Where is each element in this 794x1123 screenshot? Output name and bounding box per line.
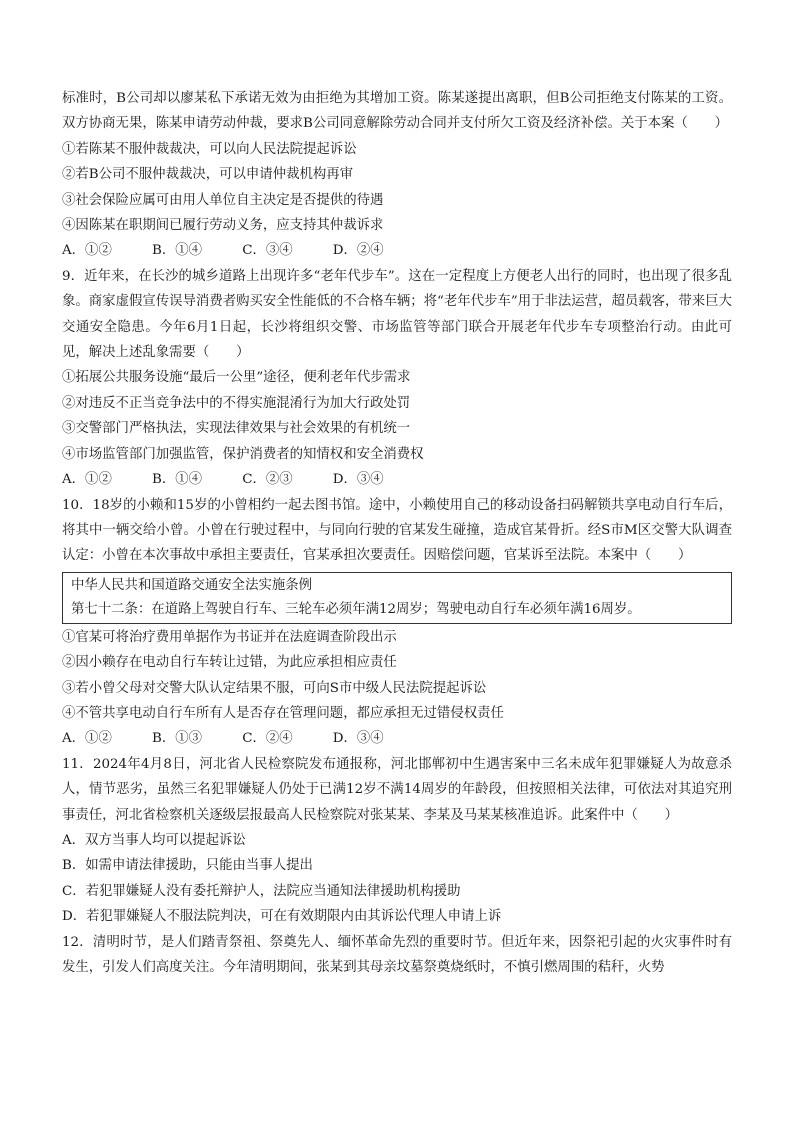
q11-stem: 11．2024年4月8日，河北省人民检察院发布通报称，河北邯郸初中生遇害案中三名未成年犯罪嫌疑人为故意杀人，情节恶劣，虽然三名犯罪嫌疑人仍处于已满12岁不满14周岁的年龄段，但按照相关法律，可依法对其追究刑事责任，河北省检察机关逐级层报最高人民检察院对张某某、李某及马某某核准追诉。此案件中（ ）	[62, 756, 732, 823]
q9-option-3: ③交警部门严格执法，实现法律效果与社会效果的有机统一	[62, 421, 411, 437]
q10-option-1: ①官某可将治疗费用单据作为书证并在法庭调查阶段出示	[62, 629, 397, 645]
law-excerpt-box	[62, 572, 732, 624]
law-title: 中华人民共和国道路交通安全法实施条例	[71, 577, 313, 593]
q9-option-1: ①拓展公共服务设施“最后一公里”途径，便利老年代步需求	[62, 370, 411, 386]
law-article: 第七十二条：在道路上驾驶自行车、三轮车必须年满12周岁；驾驶电动自行车必须年满16周岁。	[71, 601, 641, 617]
q8-option-2: ②若B公司不服仲裁裁决，可以申请仲裁机构再审	[62, 167, 354, 183]
q8-choices: A．①② B．①④ C．③④ D．②④	[62, 243, 384, 259]
q12-stem: 12．清明时节，是人们踏青祭祖、祭奠先人、缅怀革命先烈的重要时节。但近年来，因祭祀引起的火灾事件时有发生，引发人们高度关注。今年清明期间，张某到其母亲坟墓祭奠烧纸时，不慎引燃周围的秸秆，火势	[62, 934, 732, 975]
q11-option-d: D．若犯罪嫌疑人不服法院判决，可在有效期限内由其诉讼代理人申请上诉	[62, 909, 502, 925]
q8-stem: 标准时，B公司却以廖某私下承诺无效为由拒绝为其增加工资。陈某遂提出离职，但B公司拒绝支付陈某的工资。双方协商无果，陈某申请劳动仲裁，要求B公司同意解除劳动合同并支付所欠工资及经济补偿。关于本案（ ）	[62, 91, 732, 132]
q10-option-2: ②因小赖存在电动自行车转让过错，为此应承担相应责任	[62, 655, 397, 671]
exam-content	[62, 86, 732, 980]
q9-option-2: ②对违反不正当竞争法中的不得实施混淆行为加大行政处罚	[62, 395, 411, 411]
q8-option-4: ④因陈某在职期间已履行劳动义务，应支持其仲裁诉求	[62, 218, 384, 234]
q10-choices: A．①② B．①③ C．②④ D．③④	[62, 731, 384, 747]
q9-option-4: ④市场监管部门加强监管，保护消费者的知情权和安全消费权	[62, 446, 424, 462]
q11-option-b: B．如需申请法律援助，只能由当事人提出	[62, 858, 313, 874]
q10-stem: 10．18岁的小赖和15岁的小曾相约一起去图书馆。途中，小赖使用自己的移动设备扫码解锁共享电动自行车后，将其中一辆交给小曾。小曾在行驶过程中，与同向行驶的官某发生碰撞，造成官某骨折。经S市M区交警大队调查认定：小曾在本次事故中承担主要责任，官某承担次要责任。因赔偿问题，官某诉至法院。本案中（ ）	[62, 497, 732, 564]
q11-option-a: A．双方当事人均可以提起诉讼	[62, 832, 246, 848]
q11-option-c: C．若犯罪嫌疑人没有委托辩护人，法院应当通知法律援助机构援助	[62, 883, 461, 899]
q10-option-4: ④不管共享电动自行车所有人是否存在管理问题，都应承担无过错侵权责任	[62, 705, 504, 721]
q10-option-3: ③若小曾父母对交警大队认定结果不服，可向S市中级人民法院提起诉讼	[62, 680, 487, 696]
q8-option-3: ③社会保险应属可由用人单位自主决定是否提供的待遇	[62, 192, 384, 208]
q9-stem: 9．近年来，在长沙的城乡道路上出现许多“老年代步车”。这在一定程度上方便老人出行的同时，也出现了很多乱象。商家虚假宣传误导消费者购买安全性能低的不合格车辆；将“老年代步车”用于非法运营，超员载客，带来巨大交通安全隐患。今年6月1日起，长沙将组织交警、市场监管等部门联合开展老年代步车专项整治行动。由此可见，解决上述乱象需要（ ）	[62, 268, 732, 361]
q8-option-1: ①若陈某不服仲裁裁决，可以向人民法院提起诉讼	[62, 141, 357, 157]
q9-choices: A．①② B．①④ C．②③ D．③④	[62, 472, 384, 488]
